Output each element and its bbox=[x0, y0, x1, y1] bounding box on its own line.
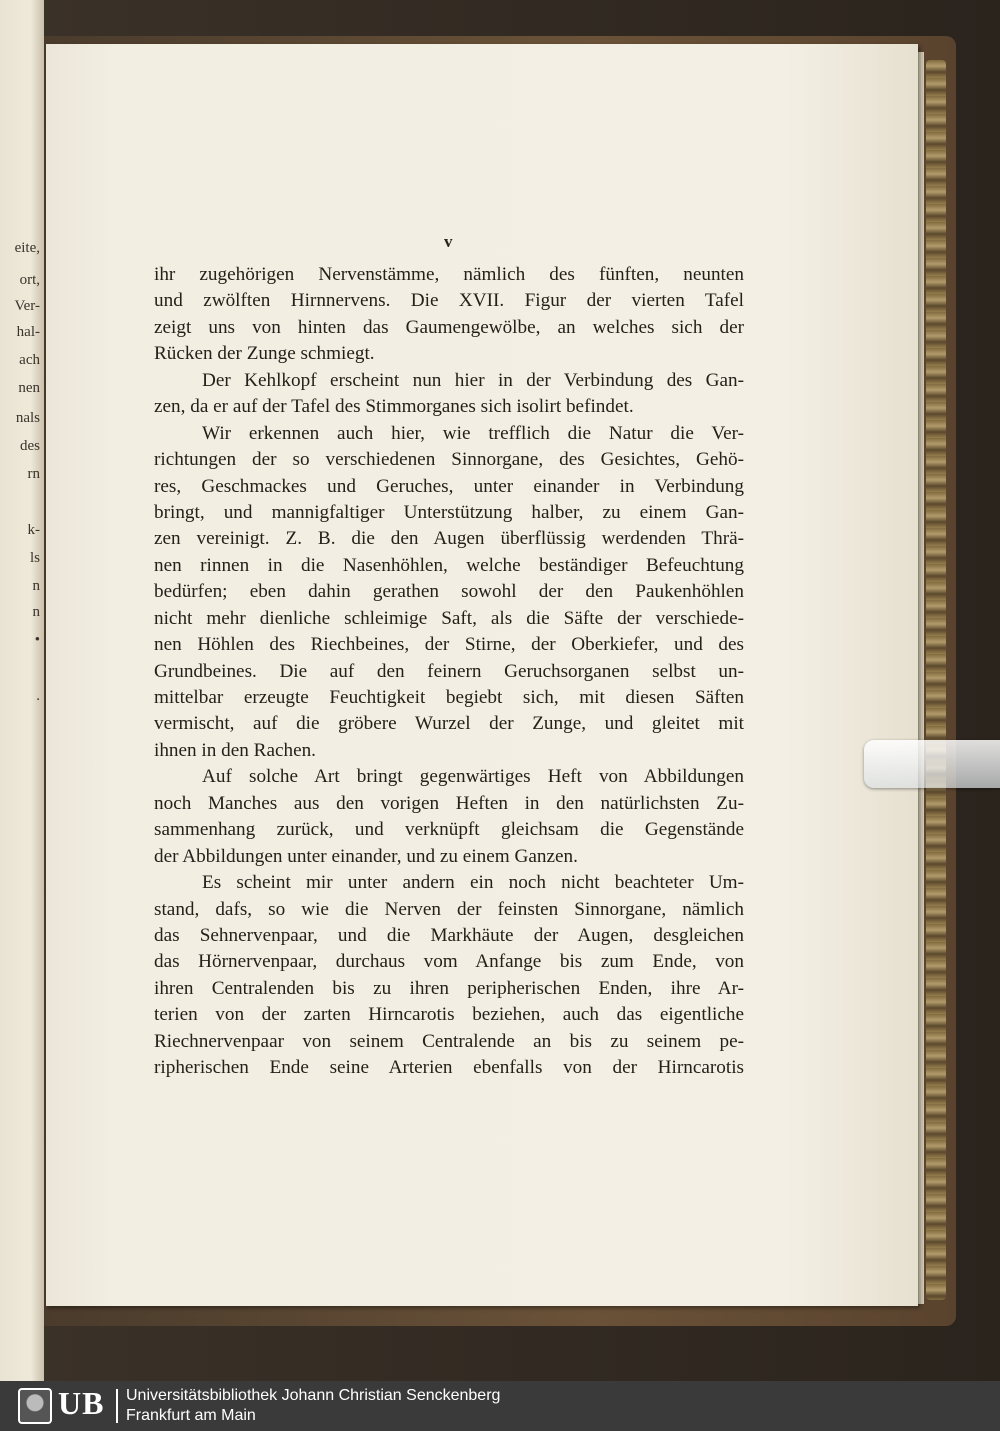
text-line: zeigt uns von hinten das Gaumengewölbe, an welches sich der bbox=[154, 316, 744, 338]
text-line: ripherischen Ende seine Arterien ebenfalls von der Hirncarotis bbox=[154, 1057, 744, 1079]
logo-divider bbox=[116, 1389, 118, 1423]
text-line: ihnen in den Rachen. bbox=[154, 739, 316, 761]
text-line: sammenhang zurück, und verknüpft gleichsam die Gegenstände bbox=[154, 819, 744, 841]
text-line: und zwölften Hirnnervens. Die XVII. Figur der vierten Tafel bbox=[154, 290, 744, 312]
library-city: Frankfurt am Main bbox=[126, 1407, 256, 1424]
library-footer bbox=[0, 1381, 1000, 1431]
left-page-fragment: k- bbox=[27, 522, 40, 538]
text-line: res, Geschmackes und Geruches, unter einander in Verbindung bbox=[154, 475, 744, 497]
ub-logo: UB bbox=[58, 1385, 105, 1421]
text-line: zen, da er auf der Tafel des Stimmorganes sich isolirt befindet. bbox=[154, 396, 634, 418]
senckenberg-portrait-icon bbox=[18, 1388, 52, 1424]
text-line: der Abbildungen unter einander, und zu einem Ganzen. bbox=[154, 845, 578, 867]
page-body-text bbox=[154, 262, 744, 1082]
text-line: bedürfen; eben dahin gerathen sowohl der den Paukenhöhlen bbox=[154, 581, 744, 603]
gilt-spine-ornament bbox=[926, 60, 946, 1300]
left-page-fragment: n bbox=[32, 604, 40, 620]
text-line: nen Höhlen des Riechbeines, der Stirne, der Oberkiefer, und des bbox=[154, 634, 744, 656]
library-name: Universitätsbibliothek Johann Christian Senckenberg bbox=[126, 1387, 501, 1404]
bookmark-clip bbox=[864, 740, 1000, 788]
text-line: bringt, und mannigfaltiger Unterstützung halber, zu einem Gan- bbox=[154, 501, 744, 523]
text-line: vermischt, auf die gröbere Wurzel der Zunge, und gleitet mit bbox=[154, 713, 744, 735]
text-line: das Hörnervenpaar, durchaus vom Anfange bis zum Ende, von bbox=[154, 951, 744, 973]
text-line: ihr zugehörigen Nervenstämme, nämlich des fünften, neunten bbox=[154, 264, 744, 285]
text-line: Riechnervenpaar von seinem Centralende an bis zu seinem pe- bbox=[154, 1030, 744, 1052]
text-line: Grundbeines. Die auf den feinern Geruchsorganen selbst un- bbox=[154, 660, 744, 682]
text-line: zen vereinigt. Z. B. die den Augen überflüssig werdenden Thrä- bbox=[154, 528, 744, 550]
left-page-fragment: ach bbox=[19, 352, 40, 368]
text-line: richtungen der so verschiedenen Sinnorgane, des Gesichtes, Gehö- bbox=[154, 449, 744, 471]
left-page-edge bbox=[0, 0, 44, 1381]
left-page-fragment: des bbox=[20, 438, 40, 454]
left-page-fragment: hal- bbox=[16, 324, 40, 340]
left-page-fragment: Ver- bbox=[14, 298, 40, 314]
left-page-fragment: ort, bbox=[19, 272, 40, 288]
page-number: v bbox=[444, 232, 453, 251]
left-page-fragment: n bbox=[32, 578, 40, 594]
text-line: nen rinnen in die Nasenhöhlen, welche beständiger Befeuchtung bbox=[154, 554, 744, 576]
text-line: das Sehnervenpaar, und die Markhäute der Augen, desgleichen bbox=[154, 924, 744, 946]
text-line: terien von der zarten Hirncarotis beziehen, auch das eigentliche bbox=[154, 1004, 744, 1026]
text-line: Wir erkennen auch hier, wie trefflich die Natur die Ver- bbox=[202, 422, 744, 444]
left-page-fragment: ls bbox=[29, 550, 40, 566]
left-page-fragment: rn bbox=[27, 466, 40, 482]
left-page-fragment: nen bbox=[18, 380, 40, 396]
text-line: Es scheint mir unter andern ein noch nicht beachteter Um- bbox=[202, 872, 744, 894]
text-line: Auf solche Art bringt gegenwärtiges Heft von Abbildungen bbox=[202, 766, 744, 788]
text-line: Rücken der Zunge schmiegt. bbox=[154, 343, 375, 365]
left-page-fragment: • bbox=[34, 632, 40, 648]
left-page-fragment: eite, bbox=[14, 240, 40, 256]
text-line: stand, dafs, so wie die Nerven der feinsten Sinnorgane, nämlich bbox=[154, 898, 744, 920]
text-line: noch Manches aus den vorigen Heften in den natürlichsten Zu- bbox=[154, 792, 744, 814]
text-line: mittelbar erzeugte Feuchtigkeit begiebt sich, mit diesen Säften bbox=[154, 687, 744, 708]
text-line: ihren Centralenden bis zu ihren peripherischen Enden, ihre Ar- bbox=[154, 977, 744, 999]
left-page-fragment: . bbox=[36, 688, 40, 704]
text-line: nicht mehr dienliche schleimige Saft, als die Säfte der verschiede- bbox=[154, 607, 744, 629]
text-line: Der Kehlkopf erscheint nun hier in der Verbindung des Gan- bbox=[202, 369, 744, 391]
left-page-fragment: nals bbox=[15, 410, 40, 426]
